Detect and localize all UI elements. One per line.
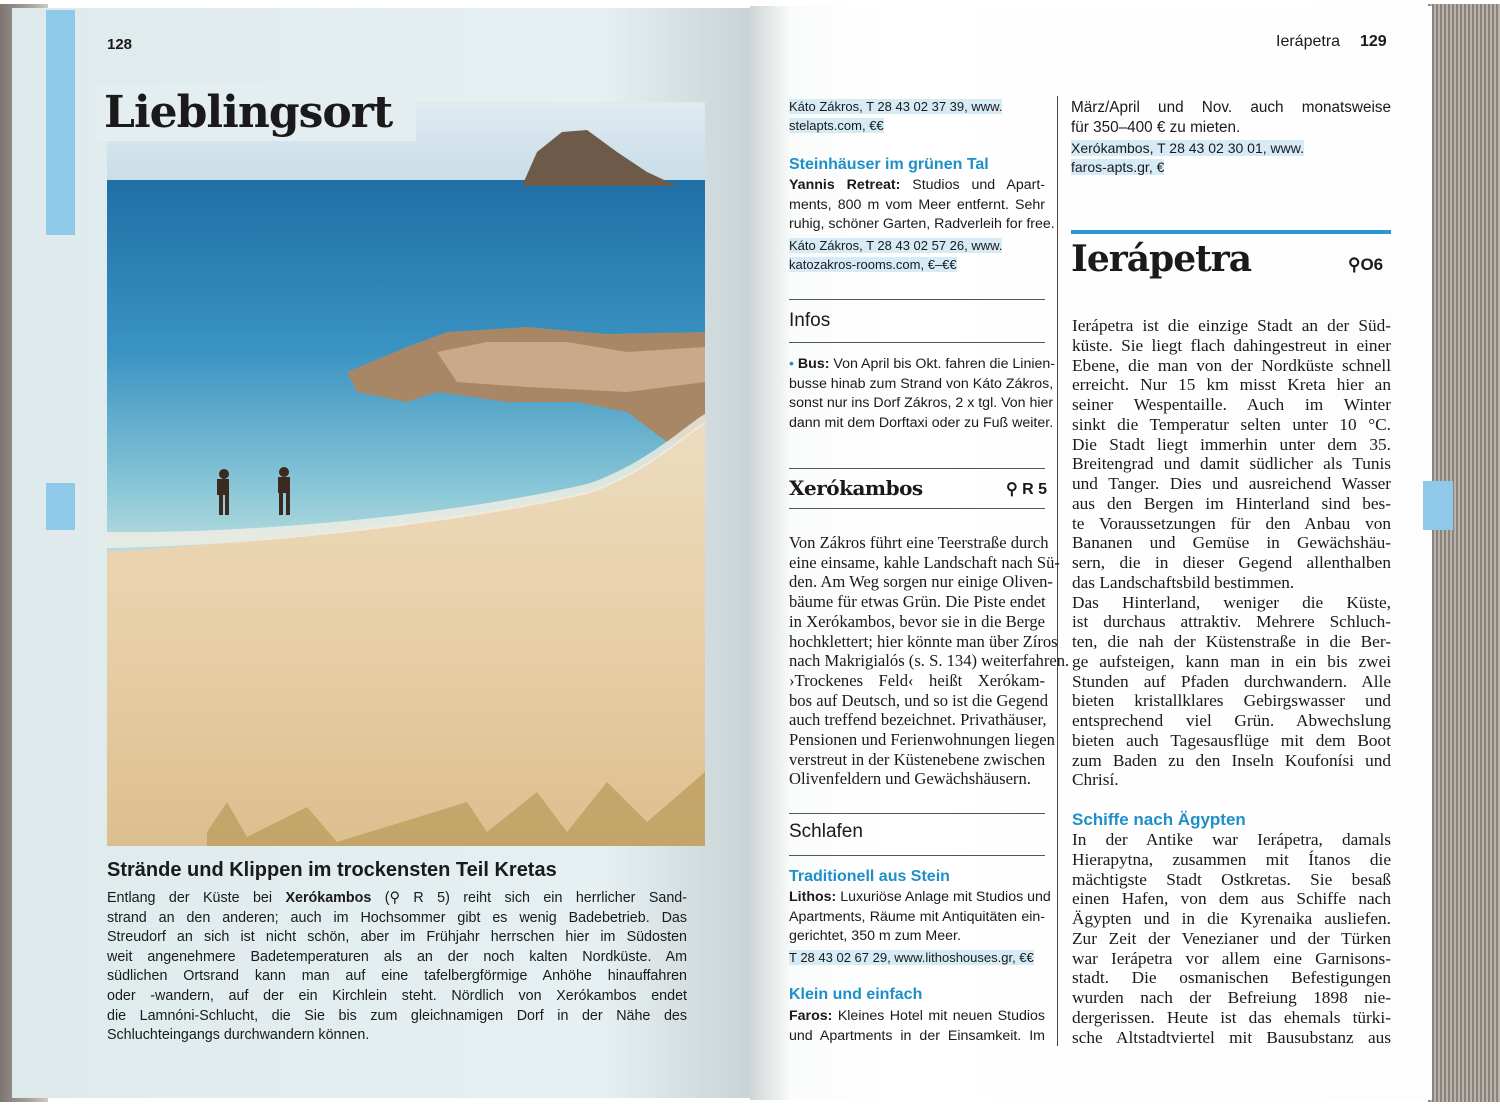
chapter-tab-left-top <box>46 10 75 235</box>
text-line-content: Bananen und Gemüse in Gewächshäu- <box>1072 533 1391 553</box>
text-line-content: strand an den anderen; auch im Hochsommer gibt es wenig Badebetrieb. Das <box>107 909 687 926</box>
text-line-content: ruhig, schöner Garten, Radverleih for free. <box>789 216 1055 233</box>
text-line <box>1071 139 1391 158</box>
text-line-content: Faros: Kleines Hotel mit neuen Studios <box>789 1008 1045 1024</box>
text-line-content: südlichen Ortsrand kann man auf eine tafelbergförmige Anhöhe hinauffahren <box>107 968 687 985</box>
heading-accent-rule <box>1071 230 1391 234</box>
text-line-content: auch treffend bezeichnet. Privathäuser, <box>789 710 1047 730</box>
text-line <box>1072 711 1391 731</box>
text-yannis-retreat <box>789 176 1055 235</box>
text-line <box>789 949 1045 968</box>
text-line-content: stadt. Die osmanischen Befestigungen <box>1072 968 1391 988</box>
heading-steinhaeuser: Steinhäuser im grünen Tal <box>789 156 989 173</box>
text-line <box>1072 1008 1391 1028</box>
text-line <box>1072 968 1391 988</box>
text-line <box>1072 632 1391 652</box>
text-line <box>789 671 1045 691</box>
text-line-content: den. Am Weg sorgen nur einige Oliven- <box>789 572 1053 592</box>
text-line-content: Káto Zákros, T 28 43 02 37 39, www. <box>789 99 1003 114</box>
text-line-content: Breitengrad und damit südlicher als Tunis <box>1072 454 1391 474</box>
text-line <box>1072 850 1391 870</box>
heading-traditionell: Traditionell aus Stein <box>789 868 950 885</box>
text-line <box>107 948 687 968</box>
text-line-content: seiner Wespentaille. Auch im Winter <box>1072 395 1391 414</box>
text-xerokambos <box>789 533 1070 789</box>
rule <box>789 855 1045 856</box>
text-line-content: hochklettert; hier könnte man über Zíros <box>789 631 1058 651</box>
text-line-content: In der Antike war Ierápetra, damals <box>1072 830 1391 849</box>
text-line <box>1072 356 1391 376</box>
text-line <box>789 651 1070 671</box>
text-line <box>789 908 1045 928</box>
text-line <box>789 98 1045 117</box>
address-lithos <box>789 949 1045 968</box>
caption-text <box>107 889 687 1046</box>
text-line-content: dergerissen. Heute ist das ehemals türki- <box>1072 1007 1391 1027</box>
text-line <box>1072 770 1391 790</box>
text-line <box>789 355 1056 375</box>
text-line-content: küste. Sie liegt flach dahingestreut in einer <box>1072 335 1391 355</box>
text-line <box>1072 474 1391 494</box>
chapter-tab-right <box>1423 481 1453 530</box>
text-line <box>1072 454 1391 474</box>
text-line-content: faros-apts.gr, € <box>1071 158 1165 175</box>
text-line <box>789 176 1045 196</box>
address-faros <box>1071 139 1391 176</box>
heading-xerokambos: Xerókambos <box>789 476 923 500</box>
text-line-content: Apartments, Räume mit Antiquitäten ein- <box>789 908 1045 925</box>
heading-ierapetra: Ierápetra <box>1071 238 1252 280</box>
text-line-content: ten, die nah der Küstenstraße in die Ber- <box>1072 632 1391 651</box>
text-line-content: gerichtet, 350 m zum Meer. <box>789 928 961 945</box>
text-line <box>789 690 1049 711</box>
text-line <box>789 710 1045 730</box>
text-line <box>1072 929 1391 949</box>
text-line <box>1072 652 1391 672</box>
text-line-content: das Landschaftsbild bestimmen. <box>1072 572 1295 592</box>
text-line-content: T 28 43 02 67 29, www.lithoshouses.gr, €€ <box>789 950 1034 965</box>
text-line-content: Zur Zeit der Venezianer und der Türken <box>1072 928 1391 948</box>
text-line <box>107 987 687 1007</box>
text-line-content: stelapts.com, €€ <box>789 117 884 133</box>
text-line-content: oder -wandern, auf der ein Kirchlein steht. Nördlich von Xerókambos endet <box>107 987 687 1004</box>
text-line <box>789 237 1045 256</box>
text-line <box>1072 889 1391 909</box>
text-line <box>1072 533 1391 553</box>
rule <box>789 342 1045 343</box>
text-line <box>1072 375 1391 395</box>
text-line-content: dann mit dem Dorftaxi oder zu Fuß weiter. <box>789 415 1054 432</box>
text-line-content: Schluchteingangs durchwandern können. <box>107 1027 370 1044</box>
text-line-content: sche Altstadtviertel mit Bausubstanz aus <box>1072 1027 1391 1047</box>
text-line-content: erreicht. Nur 15 km misst Kreta hier an <box>1072 375 1391 395</box>
text-line-content: Ierápetra ist die einzige Stadt an der Süd- <box>1072 316 1391 335</box>
text-line <box>789 750 1045 770</box>
map-ref-label: O6 <box>1360 255 1384 274</box>
text-line <box>789 769 1045 789</box>
text-line <box>1072 316 1391 336</box>
map-pin-icon: ⚲ <box>1006 481 1018 498</box>
text-line <box>107 909 687 929</box>
text-line-content: Lithos: Luxuriöse Anlage mit Studios und <box>789 889 1051 905</box>
text-line <box>789 256 1045 275</box>
text-line-content: bieten auch Tagesausflüge mit dem Boot <box>1072 730 1391 750</box>
text-line <box>789 572 1053 592</box>
text-line-content: mächtigste Stadt Ostkretas. Sie besaß <box>1072 869 1391 889</box>
text-schiffe <box>1072 830 1391 1047</box>
text-line-content: sonst nur ins Dorf Zákros, 2 x tgl. Von hier <box>789 395 1054 412</box>
text-line <box>789 631 1058 652</box>
text-line-content: wurden nach der Befreiung 1898 nie- <box>1072 988 1391 1007</box>
rule <box>789 508 1045 509</box>
text-line-content: Ebene, die man von der Nordküste schnell <box>1072 355 1391 375</box>
text-line <box>1071 118 1391 138</box>
text-line-content: ist durchaus attraktiv. Mehrere Schluch- <box>1072 612 1391 632</box>
text-line <box>1072 395 1391 415</box>
text-line <box>107 1007 687 1027</box>
text-line-content: Káto Zákros, T 28 43 02 57 26, www. <box>789 238 1003 253</box>
text-line <box>789 375 1054 395</box>
text-lithos <box>789 888 1051 947</box>
text-line-content: zum Baden zu den Inseln Koufonísi und <box>1072 750 1391 770</box>
text-line <box>1072 672 1391 692</box>
text-line-content: Entlang der Küste bei Xerókambos (⚲ R 5) reiht sich ein herrlicher Sand- <box>107 890 687 906</box>
text-line-content: die Lamnóni-Schlucht, die Sie bis zum gleichnamigen Dorf in der Nähe des <box>107 1007 687 1024</box>
text-line <box>1072 949 1391 969</box>
text-line-content: Yannis Retreat: Studios und Apart- <box>789 177 1045 193</box>
text-line <box>789 730 1055 750</box>
text-line-content: war Ierápetra vor allem eine Garnisons- <box>1072 948 1391 968</box>
text-line <box>1072 336 1391 356</box>
text-line <box>1072 870 1391 890</box>
rule <box>789 813 1045 814</box>
text-line <box>1072 415 1391 435</box>
text-line-content: Pensionen und Ferienwohnungen liegen <box>789 730 1055 750</box>
text-line-content: Ägypten und in die Kyrenaika ausliefen. <box>1072 909 1391 928</box>
text-line <box>1072 691 1391 711</box>
text-line-content: busse hinab zum Strand von Káto Zákros, <box>789 375 1054 392</box>
text-line-content: ›Trockenes Feld‹ heißt Xerókam- <box>789 670 1045 690</box>
text-line <box>107 967 687 987</box>
text-line-content: ments, 800 m vom Meer entfernt. Sehr <box>789 196 1045 213</box>
text-line-content: in Xerókambos, bevor sie in die Berge <box>789 611 1045 631</box>
text-line-content: ge aufsteigen, kann man in ein bis zwei <box>1072 651 1391 671</box>
text-faros <box>789 1007 1045 1046</box>
text-line-content: bäume für etwas Grün. Die Piste endet <box>789 592 1046 612</box>
text-ierapetra-intro <box>1072 316 1391 790</box>
text-line-content: März/April und Nov. auch monatsweise <box>1071 99 1391 116</box>
text-line-content: bos auf Deutsch, und so ist die Gegend <box>789 690 1049 710</box>
text-line <box>1072 435 1391 455</box>
text-line-content: und Apartments in der Einsamkeit. Im <box>789 1027 1045 1044</box>
text-line-content: te Voraussetzungen für den Anbau von <box>1072 513 1391 533</box>
text-line-content: bieten kristallklares Gebirgswasser und <box>1072 691 1391 711</box>
text-line-content: Hierapytna, zusammen mit Ítanos die <box>1072 849 1391 869</box>
text-line <box>1072 612 1391 632</box>
text-line <box>1072 988 1391 1008</box>
text-line-content: sinkt die Temperatur selten unter 10 °C. <box>1072 414 1391 434</box>
text-line-content: verstreut in der Küstenebene zwischen <box>789 749 1046 769</box>
text-line <box>1071 98 1391 118</box>
text-line-content: Streudorf an sich ist nicht schön, aber im Frühjahr herrschen hier im Südosten <box>107 929 687 946</box>
chapter-tab-left <box>46 483 75 530</box>
text-line-content: einen Hafen, von dem aus Schiffe nach <box>1072 889 1391 909</box>
rule <box>789 468 1045 469</box>
text-line <box>1072 573 1391 593</box>
text-line-content: Das Hinterland, weniger die Küste, <box>1072 592 1391 612</box>
text-line-content: für 350–400 € zu mieten. <box>1071 118 1241 136</box>
text-line-content: entsprechend viel Grün. Abwechslung <box>1072 711 1391 730</box>
text-line <box>1072 1028 1391 1048</box>
text-line-content: Von Zákros führt eine Teerstraße durch <box>789 533 1049 552</box>
text-line <box>789 1027 1045 1047</box>
text-line <box>789 888 1051 908</box>
text-faros-cont <box>1071 98 1391 137</box>
text-line <box>789 215 1055 235</box>
heading-schiffe: Schiffe nach Ägypten <box>1072 810 1246 829</box>
text-line <box>789 414 1054 434</box>
text-line-content: Die Stadt liegt immerhin unter dem 35. <box>1072 434 1391 454</box>
running-head: Ierápetra <box>1276 33 1341 50</box>
text-line-content: Stunden auf Pfaden durchwandern. Alle <box>1072 671 1391 691</box>
text-line <box>1071 158 1391 177</box>
page-title: Lieblingsort <box>96 85 416 141</box>
beach-photo <box>107 102 705 846</box>
caption-heading: Strände und Klippen im trockensten Teil Kretas <box>107 859 557 881</box>
text-line-content: sern, die in dieser Gegend allenthalben <box>1072 553 1391 572</box>
text-line-content: aus den Bergen im Hinterland sind bes- <box>1072 493 1391 513</box>
section-infos: Infos <box>789 310 831 331</box>
text-line <box>789 592 1045 612</box>
section-schlafen: Schlafen <box>789 821 863 842</box>
map-ref-ierapetra <box>1348 255 1383 275</box>
map-ref-label: R 5 <box>1022 481 1048 498</box>
text-line <box>1072 830 1391 850</box>
text-line-content: Olivenfeldern und Gewächshäusern. <box>789 769 1031 789</box>
text-line <box>789 612 1045 632</box>
text-line-content: weit angenehmere Badetemperaturen als an der noch kalten Nordküste. Am <box>107 948 687 965</box>
text-line <box>107 928 687 948</box>
text-line-content: Xerókambos, T 28 43 02 30 01, www. <box>1071 140 1304 156</box>
text-bus-info <box>789 355 1056 434</box>
text-line <box>789 196 1045 216</box>
text-line <box>789 117 1045 136</box>
rule <box>789 299 1045 300</box>
text-line <box>789 394 1054 414</box>
text-line <box>1072 731 1391 751</box>
text-line-content: eine einsame, kahle Landschaft nach Sü- <box>789 552 1060 572</box>
text-line <box>789 533 1049 553</box>
text-line <box>1072 593 1391 613</box>
text-line <box>789 927 1045 947</box>
heading-klein-einfach: Klein und einfach <box>789 986 923 1003</box>
text-line <box>1072 553 1391 573</box>
address-katozakros <box>789 237 1045 274</box>
text-line <box>107 1026 687 1046</box>
text-line <box>1072 751 1391 771</box>
text-line <box>1072 514 1391 534</box>
text-line <box>1072 494 1391 514</box>
text-line <box>789 1007 1045 1027</box>
map-pin-icon: ⚲ <box>1348 255 1361 274</box>
text-line-content: katozakros-rooms.com, €–€€ <box>789 256 957 272</box>
text-line-content: • Bus: Von April bis Okt. fahren die Linien- <box>789 356 1056 372</box>
address-stelapts <box>789 98 1045 135</box>
text-line <box>1072 909 1391 929</box>
page-number-right: 129 <box>1360 33 1387 50</box>
text-line <box>789 552 1060 573</box>
text-line <box>107 889 687 909</box>
book-edge-right <box>1428 4 1500 1102</box>
text-line-content: und Tanger. Dies und ausreichend Wasser <box>1072 474 1391 493</box>
text-line-content: Chrisí. <box>1072 770 1119 790</box>
map-ref-xerokambos <box>1006 479 1047 499</box>
text-line-content: nach Makrigialós (s. S. 134) weiterfahren. <box>789 651 1070 671</box>
page-number-left: 128 <box>107 36 133 53</box>
